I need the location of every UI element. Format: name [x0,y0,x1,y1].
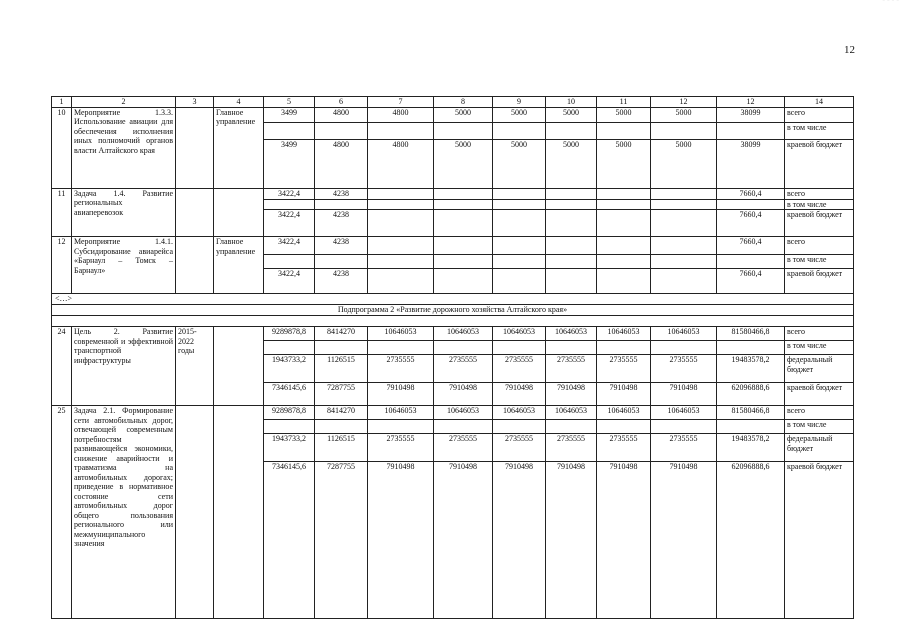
header-cell: 9 [493,97,546,108]
amount-cell: 8414270 [315,406,368,420]
amount-cell: 62096888,6 [717,383,785,406]
amount-cell: 5000 [546,139,597,188]
amount-cell: 2735555 [493,355,546,383]
amount-cell [717,420,785,434]
amount-cell [264,199,315,210]
measure-name-cell: Цель 2. Развитие современной и эффективной транспортной инфраструктуры [72,327,176,406]
funding-source-cell: краевой бюджет [785,383,854,406]
funding-source-cell: всего [785,237,854,255]
funding-source-cell: всего [785,107,854,122]
table-row [52,107,854,122]
amount-cell [597,255,651,269]
header-cell: 14 [785,97,854,108]
amount-cell [368,341,434,355]
executor-cell [214,188,264,237]
amount-cell: 7660,4 [717,237,785,255]
amount-cell: 10646053 [651,327,717,341]
amount-cell [368,122,434,139]
term-cell [176,188,214,237]
amount-cell [597,122,651,139]
amount-cell [597,210,651,237]
amount-cell: 2735555 [368,434,434,462]
amount-cell [368,255,434,269]
subprogram-row [52,305,854,316]
amount-cell: 7910498 [368,383,434,406]
ellipsis-row [52,294,854,305]
amount-cell: 5000 [597,139,651,188]
amount-cell: 4238 [315,269,368,294]
funding-source-cell: краевой бюджет [785,139,854,188]
amount-cell: 81580466,8 [717,406,785,420]
header-cell: 4 [214,97,264,108]
amount-cell: 9289878,8 [264,327,315,341]
amount-cell: 7660,4 [717,269,785,294]
amount-cell [434,341,493,355]
measure-name-cell: Задача 2.1. Формирование сети автомобильных дорог, отвечающей современным потребностям развивающейся экономики, снижение аварийности и травматизма на автомобильных дорогах; приведение в нормативное состояние сети автомобильных дорог общего пользования регионального или межмуниципального значения [72,406,176,619]
amount-cell: 2735555 [546,355,597,383]
funding-source-cell: в том числе [785,341,854,355]
term-cell: 2015-2022 годы [176,327,214,406]
table-row [52,188,854,199]
amount-cell: 2735555 [368,355,434,383]
amount-cell: 1126515 [315,355,368,383]
amount-cell [717,199,785,210]
row-number-cell: 24 [52,327,72,406]
executor-cell: Главное управление [214,237,264,294]
table-row [52,406,854,420]
amount-cell: 5000 [434,139,493,188]
amount-cell [264,341,315,355]
amount-cell [651,199,717,210]
amount-cell: 1943733,2 [264,355,315,383]
budget-table [51,96,854,619]
amount-cell [546,269,597,294]
amount-cell [651,269,717,294]
amount-cell [597,420,651,434]
amount-cell [434,199,493,210]
amount-cell [264,255,315,269]
amount-cell [368,237,434,255]
row-number-cell: 11 [52,188,72,237]
header-cell: 10 [546,97,597,108]
amount-cell [546,199,597,210]
amount-cell: 2735555 [651,434,717,462]
amount-cell [493,269,546,294]
term-cell [176,107,214,188]
corner-mark [882,0,899,4]
amount-cell: 5000 [597,107,651,122]
amount-cell: 10646053 [651,406,717,420]
amount-cell [315,341,368,355]
measure-name-cell: Мероприятие 1.4.1. Субсидирование авиарейса «Барнаул – Томск – Барнаул» [72,237,176,294]
amount-cell [434,122,493,139]
amount-cell: 19483578,2 [717,355,785,383]
measure-name-cell: Задача 1.4. Развитие региональных авиаперевозок [72,188,176,237]
amount-cell: 5000 [493,107,546,122]
amount-cell [434,237,493,255]
amount-cell: 7910498 [597,462,651,619]
amount-cell [546,210,597,237]
amount-cell: 10646053 [546,406,597,420]
amount-cell: 38099 [717,107,785,122]
subprogram-title-cell: Подпрограмма 2 «Развитие дорожного хозяйства Алтайского края» [52,305,854,316]
amount-cell [368,420,434,434]
header-cell: 6 [315,97,368,108]
header-cell: 1 [52,97,72,108]
amount-cell [651,188,717,199]
amount-cell: 62096888,6 [717,462,785,619]
amount-cell: 4238 [315,188,368,199]
amount-cell: 8414270 [315,327,368,341]
amount-cell [597,341,651,355]
amount-cell [493,122,546,139]
executor-cell: Главное управление [214,107,264,188]
amount-cell: 9289878,8 [264,406,315,420]
amount-cell: 10646053 [597,327,651,341]
amount-cell [546,341,597,355]
amount-cell: 5000 [493,139,546,188]
header-cell: 8 [434,97,493,108]
amount-cell [546,237,597,255]
amount-cell: 5000 [546,107,597,122]
amount-cell: 19483578,2 [717,434,785,462]
amount-cell: 3422,4 [264,269,315,294]
executor-cell [214,327,264,406]
row-number-cell: 10 [52,107,72,188]
funding-source-cell: в том числе [785,420,854,434]
amount-cell: 5000 [434,107,493,122]
amount-cell [264,122,315,139]
amount-cell: 38099 [717,139,785,188]
amount-cell: 3499 [264,107,315,122]
amount-cell [493,255,546,269]
table-row [52,327,854,341]
funding-source-cell: в том числе [785,199,854,210]
amount-cell [597,199,651,210]
amount-cell: 81580466,8 [717,327,785,341]
funding-source-cell: всего [785,327,854,341]
amount-cell: 7910498 [434,383,493,406]
amount-cell [315,420,368,434]
amount-cell [493,210,546,237]
amount-cell: 2735555 [597,355,651,383]
amount-cell [717,255,785,269]
amount-cell: 7910498 [651,383,717,406]
amount-cell: 2735555 [651,355,717,383]
amount-cell [651,420,717,434]
funding-source-cell: в том числе [785,255,854,269]
amount-cell: 7910498 [368,462,434,619]
amount-cell: 7910498 [546,383,597,406]
amount-cell: 7910498 [493,462,546,619]
amount-cell: 4238 [315,237,368,255]
amount-cell [493,199,546,210]
header-cell: 12 [717,97,785,108]
amount-cell [597,188,651,199]
amount-cell: 7910498 [434,462,493,619]
amount-cell [493,420,546,434]
amount-cell: 7287755 [315,462,368,619]
amount-cell [651,255,717,269]
amount-cell: 10646053 [493,406,546,420]
amount-cell: 4238 [315,210,368,237]
header-cell: 2 [72,97,176,108]
amount-cell [315,199,368,210]
amount-cell: 7346145,6 [264,383,315,406]
header-cell: 5 [264,97,315,108]
amount-cell [717,122,785,139]
amount-cell: 7660,4 [717,210,785,237]
amount-cell [597,269,651,294]
amount-cell [434,420,493,434]
amount-cell: 4800 [315,139,368,188]
amount-cell [434,188,493,199]
amount-cell: 10646053 [493,327,546,341]
amount-cell [368,269,434,294]
funding-source-cell: в том числе [785,122,854,139]
amount-cell: 2735555 [493,434,546,462]
amount-cell [546,122,597,139]
amount-cell: 5000 [651,139,717,188]
page-number: 12 [844,44,855,56]
amount-cell [434,210,493,237]
amount-cell: 3499 [264,139,315,188]
amount-cell [546,420,597,434]
header-cell: 11 [597,97,651,108]
amount-cell: 2735555 [546,434,597,462]
amount-cell: 10646053 [597,406,651,420]
amount-cell [651,341,717,355]
amount-cell: 3422,4 [264,210,315,237]
amount-cell: 1126515 [315,434,368,462]
header-cell: 3 [176,97,214,108]
amount-cell: 2735555 [434,434,493,462]
funding-source-cell: всего [785,188,854,199]
amount-cell [434,269,493,294]
spacer-row [52,316,854,327]
funding-source-cell: всего [785,406,854,420]
amount-cell: 10646053 [434,327,493,341]
funding-source-cell: краевой бюджет [785,269,854,294]
amount-cell [546,188,597,199]
amount-cell [493,188,546,199]
header-row [52,97,854,108]
amount-cell: 1943733,2 [264,434,315,462]
amount-cell: 4800 [315,107,368,122]
executor-cell [214,406,264,619]
table-row [52,237,854,255]
header-cell: 12 [651,97,717,108]
amount-cell: 2735555 [597,434,651,462]
funding-source-cell: краевой бюджет [785,210,854,237]
amount-cell: 7910498 [546,462,597,619]
amount-cell: 2735555 [434,355,493,383]
amount-cell: 3422,4 [264,237,315,255]
amount-cell: 10646053 [546,327,597,341]
amount-cell: 10646053 [368,406,434,420]
amount-cell [651,210,717,237]
amount-cell [546,255,597,269]
amount-cell [315,122,368,139]
amount-cell [651,122,717,139]
amount-cell: 7910498 [493,383,546,406]
amount-cell: 7910498 [651,462,717,619]
amount-cell: 7910498 [597,383,651,406]
row-number-cell: 12 [52,237,72,294]
amount-cell [368,199,434,210]
amount-cell [717,341,785,355]
spacer-cell [52,316,854,327]
amount-cell: 7660,4 [717,188,785,199]
ellipsis-cell: <…> [52,294,854,305]
amount-cell: 4800 [368,107,434,122]
amount-cell [651,237,717,255]
amount-cell [493,341,546,355]
funding-source-cell: федеральный бюджет [785,355,854,383]
amount-cell: 7346145,6 [264,462,315,619]
amount-cell [368,210,434,237]
amount-cell: 5000 [651,107,717,122]
funding-source-cell: федеральный бюджет [785,434,854,462]
amount-cell [368,188,434,199]
row-number-cell: 25 [52,406,72,619]
funding-source-cell: краевой бюджет [785,462,854,619]
term-cell [176,237,214,294]
amount-cell: 10646053 [434,406,493,420]
amount-cell: 3422,4 [264,188,315,199]
term-cell [176,406,214,619]
amount-cell: 10646053 [368,327,434,341]
measure-name-cell: Мероприятие 1.3.3. Использование авиации для обеспечения исполнения иных полномочий органов власти Алтайского края [72,107,176,188]
amount-cell [493,237,546,255]
amount-cell [434,255,493,269]
amount-cell [315,255,368,269]
amount-cell: 4800 [368,139,434,188]
amount-cell [264,420,315,434]
amount-cell [597,237,651,255]
header-cell: 7 [368,97,434,108]
amount-cell: 7287755 [315,383,368,406]
